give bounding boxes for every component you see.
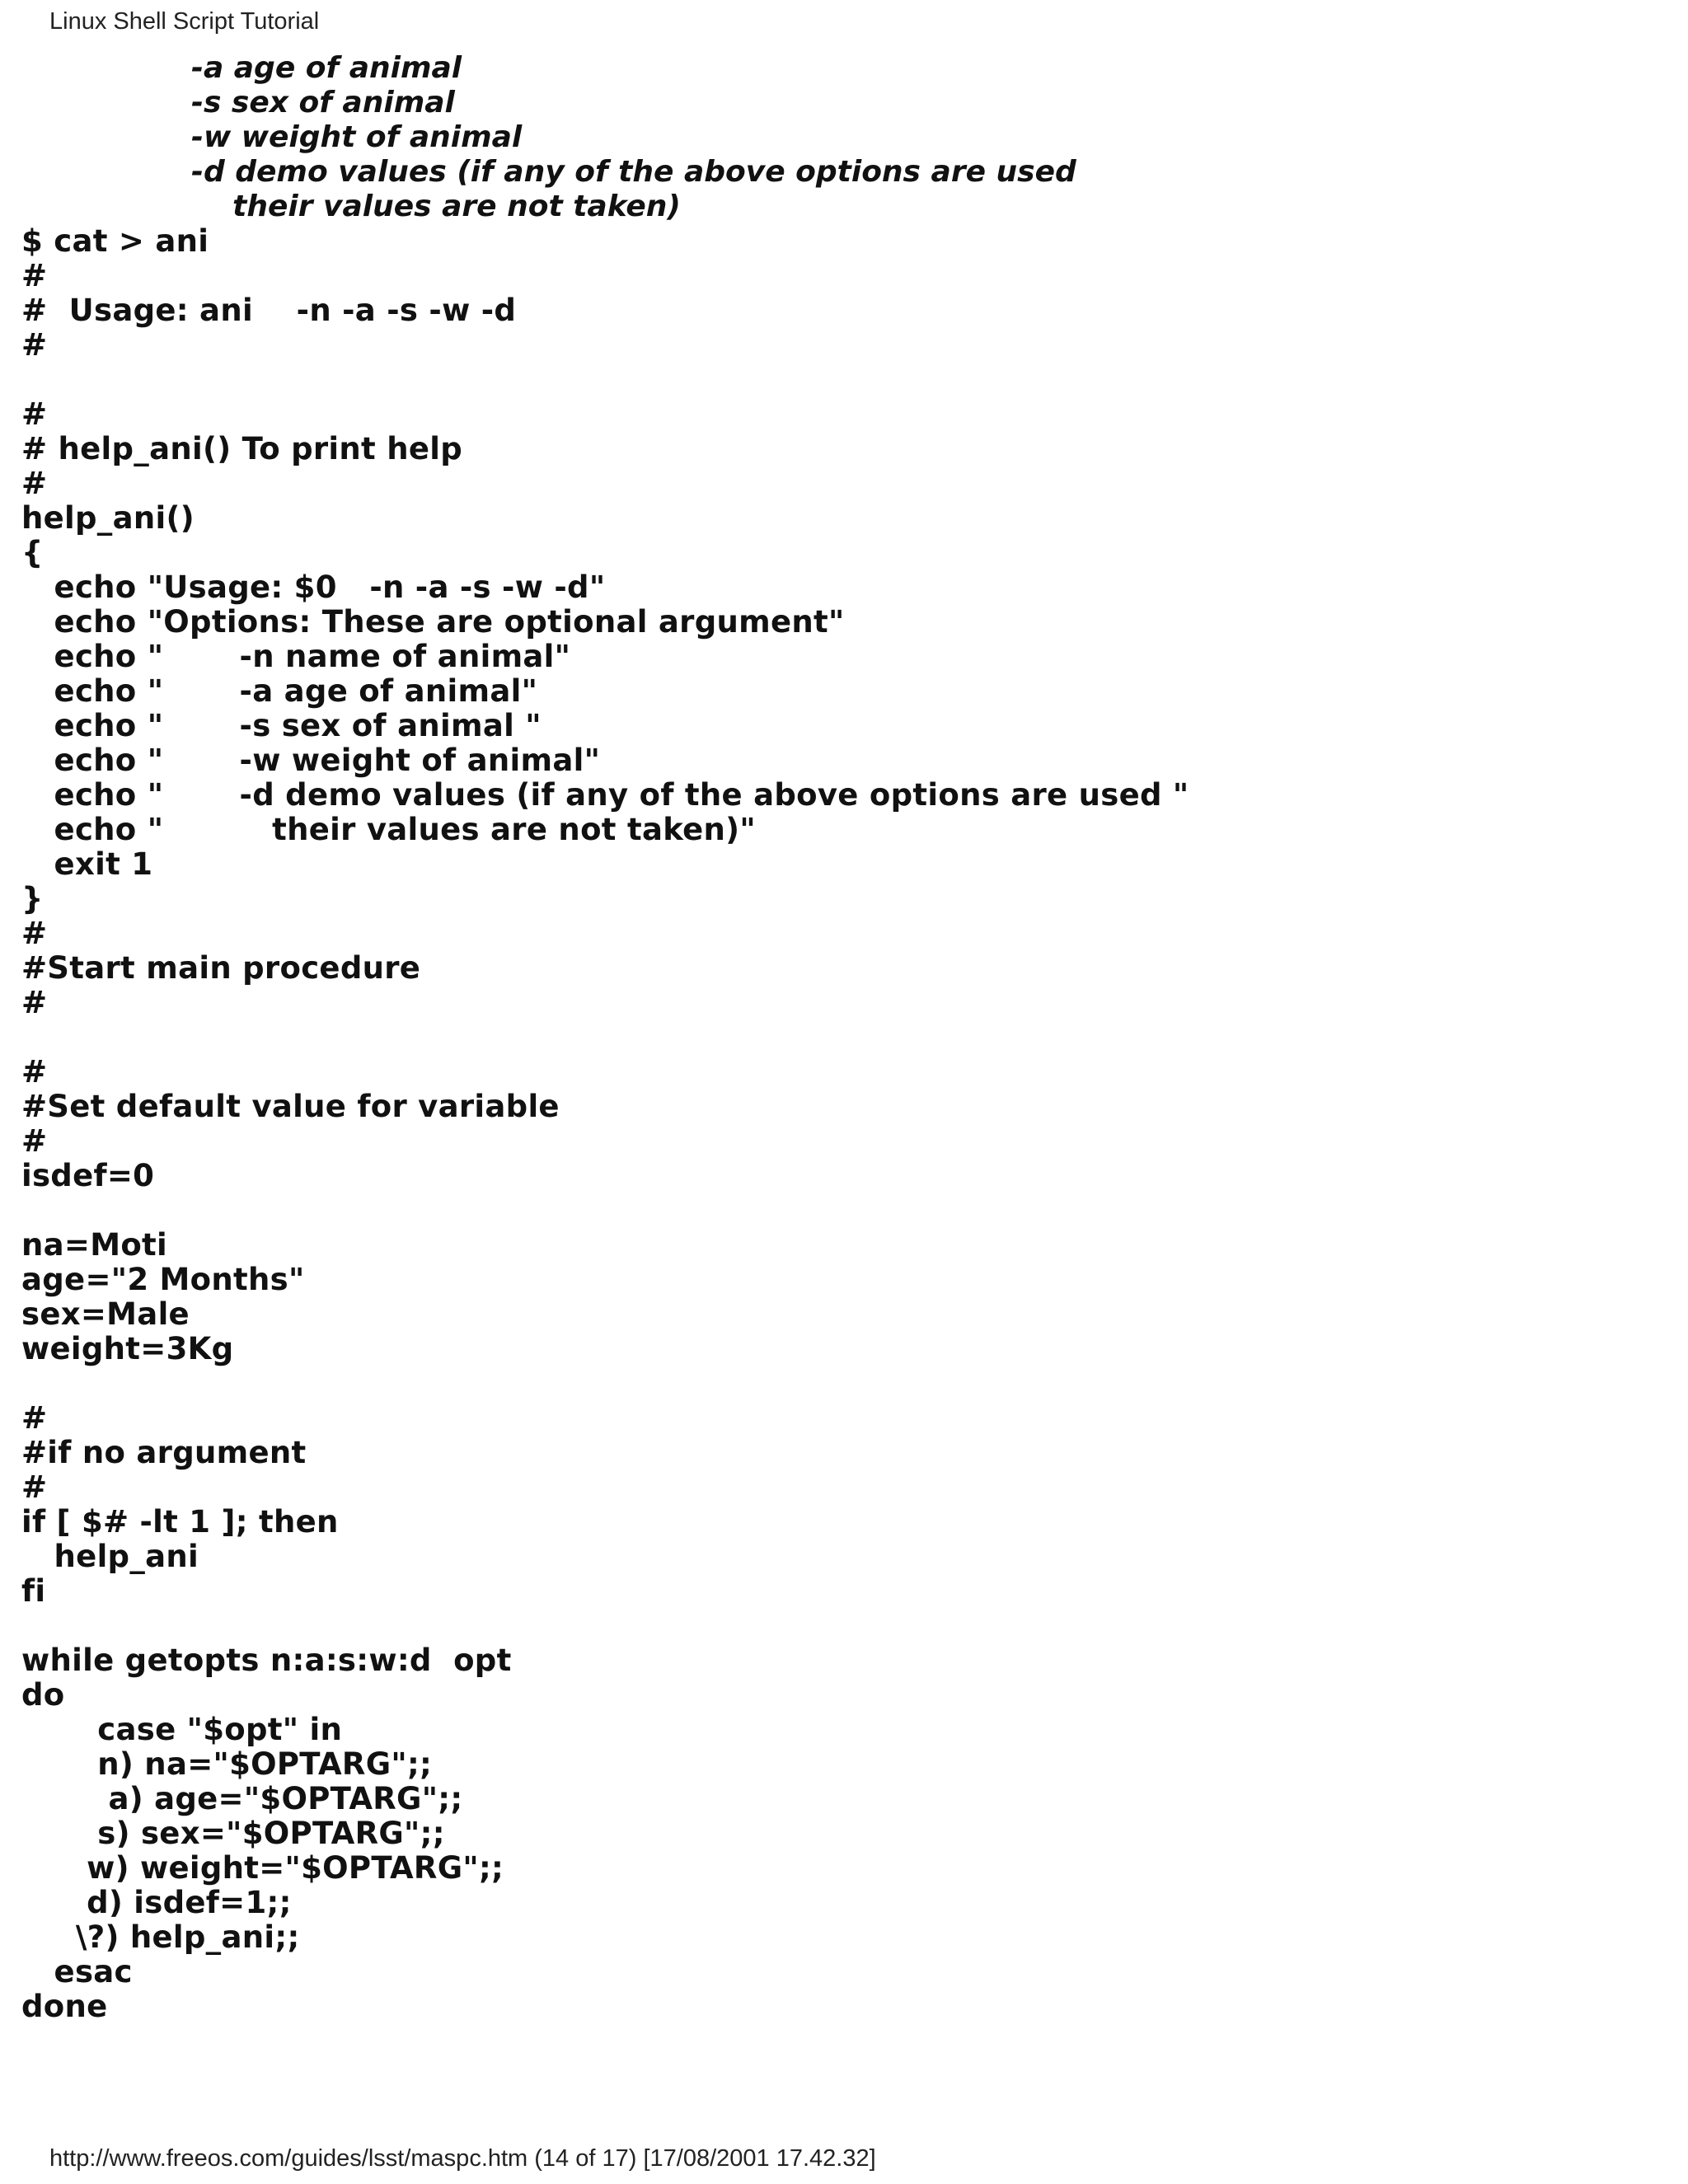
code-line: isdef=0 (21, 1158, 155, 1193)
code-line: echo "Options: These are optional argument" (21, 604, 845, 640)
code-line: # Usage: ani -n -a -s -w -d (21, 293, 517, 328)
options-description-block (191, 51, 1076, 224)
code-line: sex=Male (21, 1296, 190, 1332)
code-line: do (21, 1677, 65, 1713)
code-line: #Set default value for variable (21, 1089, 560, 1124)
code-line: help_ani (21, 1539, 199, 1574)
code-line: help_ani() (21, 500, 195, 536)
code-line (21, 1020, 1189, 1055)
code-line: # (21, 466, 48, 501)
option-line: their values are not taken) (191, 190, 681, 223)
code-line: esac (21, 1954, 133, 1990)
shell-script-listing (21, 224, 1189, 2024)
code-line: case "$opt" in (21, 1712, 343, 1747)
code-line (21, 1366, 1189, 1401)
code-line: exit 1 (21, 846, 153, 882)
option-line: -w weight of animal (191, 120, 523, 154)
code-line: # (21, 1054, 48, 1090)
code-line: # help_ani() To print help (21, 431, 463, 466)
code-line: # (21, 1469, 48, 1505)
code-line: } (21, 881, 44, 916)
code-line: na=Moti (21, 1227, 168, 1263)
code-line: { (21, 535, 44, 570)
code-line: $ cat > ani (21, 223, 209, 259)
code-line: echo " -a age of animal" (21, 673, 538, 709)
code-line: #if no argument (21, 1435, 307, 1470)
code-line: \?) help_ani;; (21, 1919, 300, 1955)
code-line: # (21, 1123, 48, 1159)
page-header-title: Linux Shell Script Tutorial (49, 8, 320, 35)
code-line: # (21, 258, 48, 293)
code-line: while getopts n:a:s:w:d opt (21, 1643, 512, 1678)
option-line: -a age of animal (191, 51, 462, 85)
code-line: echo " -w weight of animal" (21, 743, 601, 778)
code-line: w) weight="$OPTARG";; (21, 1850, 504, 1886)
code-line: if [ $# -lt 1 ]; then (21, 1504, 339, 1540)
code-line: done (21, 1989, 108, 2024)
code-line: # (21, 1400, 48, 1436)
code-line: #Start main procedure (21, 950, 421, 986)
code-line: # (21, 396, 48, 432)
code-line: age="2 Months" (21, 1262, 305, 1297)
code-line: # (21, 985, 48, 1020)
code-line: echo " -s sex of animal " (21, 708, 542, 743)
code-line (21, 363, 1189, 397)
option-line: -s sex of animal (191, 86, 455, 120)
code-line (21, 1193, 1189, 1228)
code-line: a) age="$OPTARG";; (21, 1781, 463, 1816)
code-line: s) sex="$OPTARG";; (21, 1816, 445, 1851)
code-line: weight=3Kg (21, 1331, 234, 1366)
code-line: echo " -n name of animal" (21, 639, 571, 674)
code-line: d) isdef=1;; (21, 1885, 292, 1920)
option-line: -d demo values (if any of the above options are used (191, 155, 1076, 189)
code-line: echo " their values are not taken)" (21, 812, 756, 847)
code-line: n) na="$OPTARG";; (21, 1746, 433, 1782)
code-line: echo "Usage: $0 -n -a -s -w -d" (21, 569, 606, 605)
code-line: fi (21, 1573, 46, 1609)
code-line: # (21, 916, 48, 951)
code-line: echo " -d demo values (if any of the above options are used " (21, 777, 1189, 813)
code-line (21, 1609, 1189, 1643)
code-line: # (21, 327, 48, 363)
page-footer-url: http://www.freeos.com/guides/lsst/maspc.htm (14 of 17) [17/08/2001 17.42.32] (49, 2145, 876, 2172)
